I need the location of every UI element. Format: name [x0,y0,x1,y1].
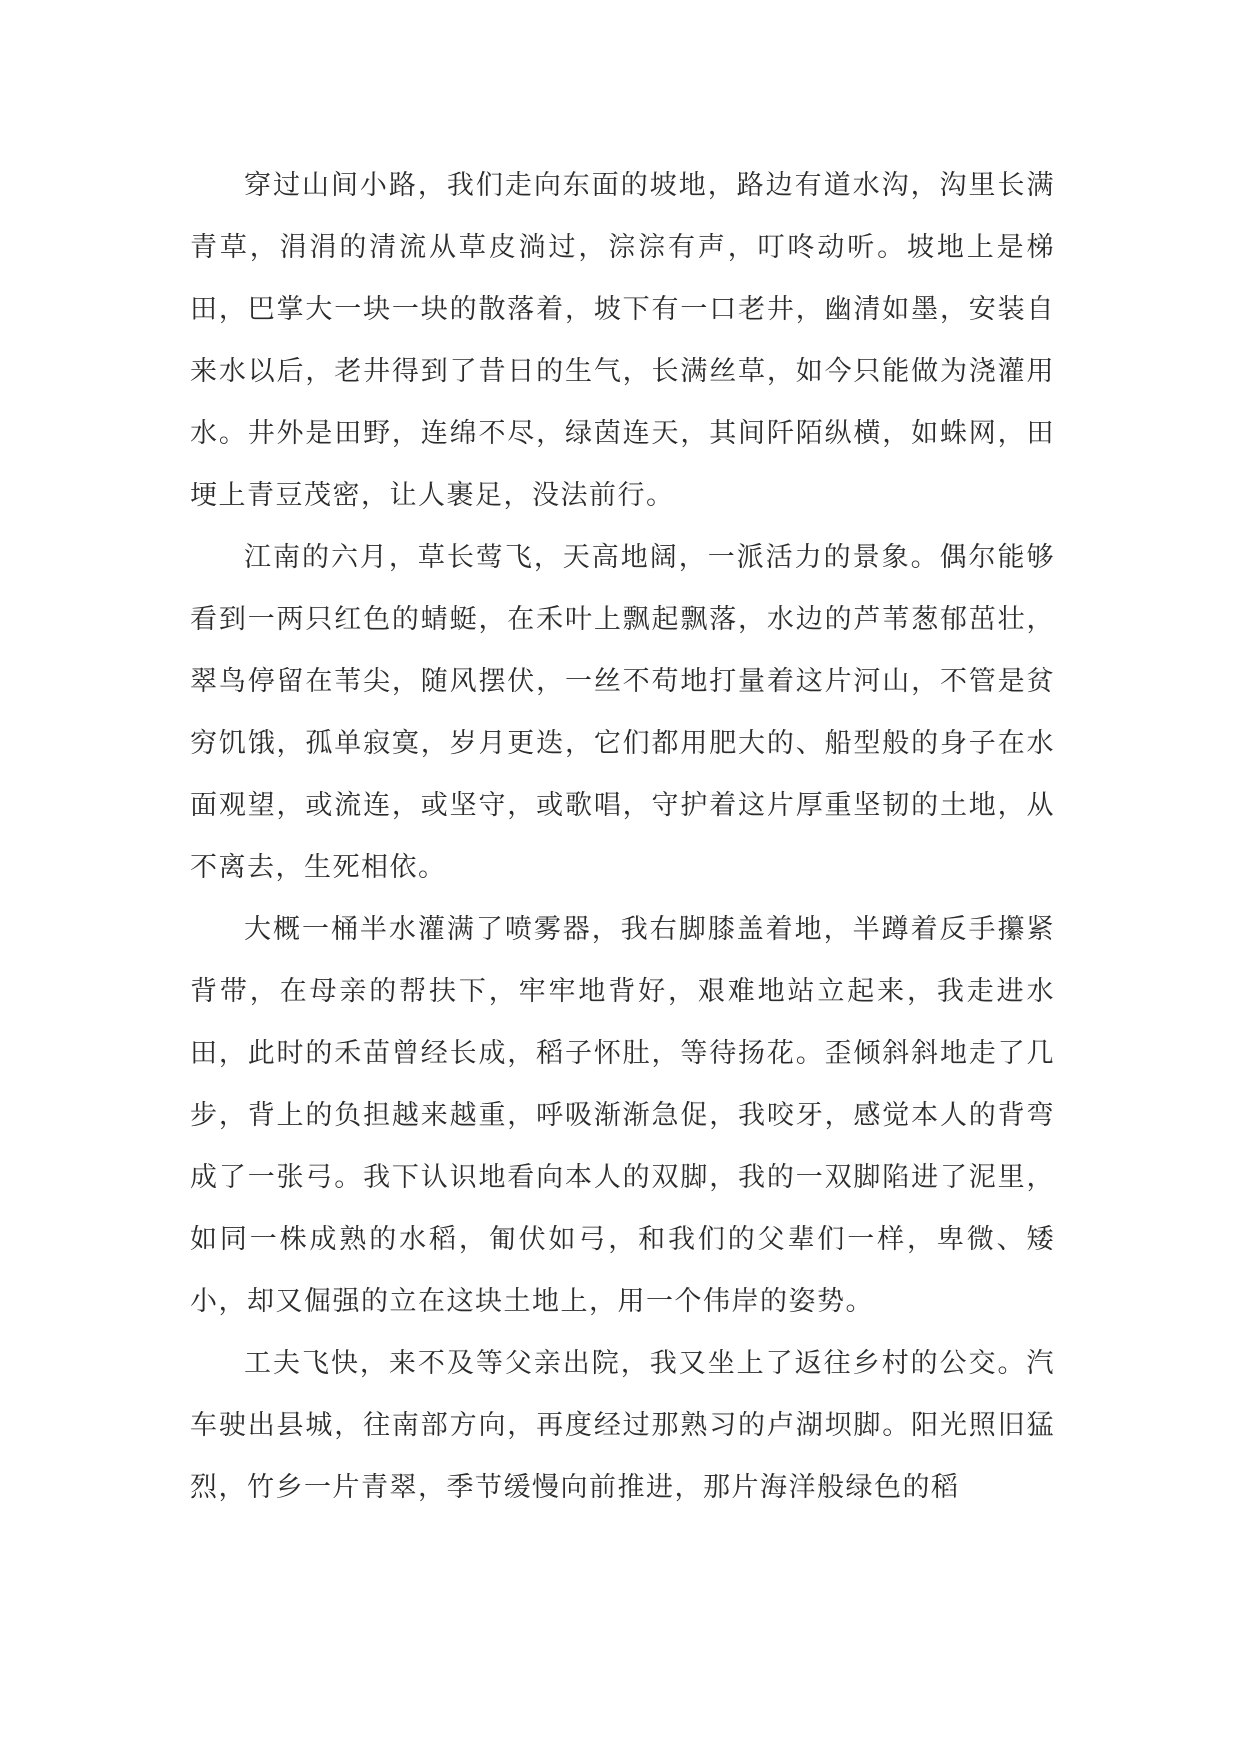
paragraph-1: 穿过山间小路，我们走向东面的坡地，路边有道水沟，沟里长满青草，涓涓的清流从草皮淌过，淙淙有声，叮咚动听。坡地上是梯田，巴掌大一块一块的散落着，坡下有一口老井，幽清如墨，安装自来水以后，老井得到了昔日的生气，长满丝草，如今只能做为浇灌用水。井外是田野，连绵不尽，绿茵连天，其间阡陌纵横，如蛛网，田埂上青豆茂密，让人裹足，没法前行。 [190,170,1055,511]
paragraph-3: 大概一桶半水灌满了喷雾器，我右脚膝盖着地，半蹲着反手攥紧背带，在母亲的帮扶下，牢牢地背好，艰难地站立起来，我走进水田，此时的禾苗曾经长成，稻子怀肚，等待扬花。歪倾斜斜地走了几步，背上的负担越来越重，呼吸渐渐急促，我咬牙，感觉本人的背弯成了一张弓。我下认识地看向本人的双脚，我的一双脚陷进了泥里，如同一株成熟的水稻，匍伏如弓，和我们的父辈们一样，卑微、矮小，却又倔强的立在这块土地上，用一个伟岸的姿势。 [190,914,1055,1317]
document-body [190,155,1055,1519]
paragraph-2: 江南的六月，草长莺飞，天高地阔，一派活力的景象。偶尔能够看到一两只红色的蜻蜓，在禾叶上飘起飘落，水边的芦苇葱郁茁壮，翠鸟停留在苇尖，随风摆伏，一丝不苟地打量着这片河山，不管是贫穷饥饿，孤单寂寞，岁月更迭，它们都用肥大的、船型般的身子在水面观望，或流连，或坚守，或歌唱，守护着这片厚重坚韧的土地，从不离去，生死相依。 [190,542,1055,883]
paragraph-4: 工夫飞快，来不及等父亲出院，我又坐上了返往乡村的公交。汽车驶出县城，往南部方向，再度经过那熟习的卢湖坝脚。阳光照旧猛烈，竹乡一片青翠，季节缓慢向前推进，那片海洋般绿色的稻 [190,1348,1055,1503]
